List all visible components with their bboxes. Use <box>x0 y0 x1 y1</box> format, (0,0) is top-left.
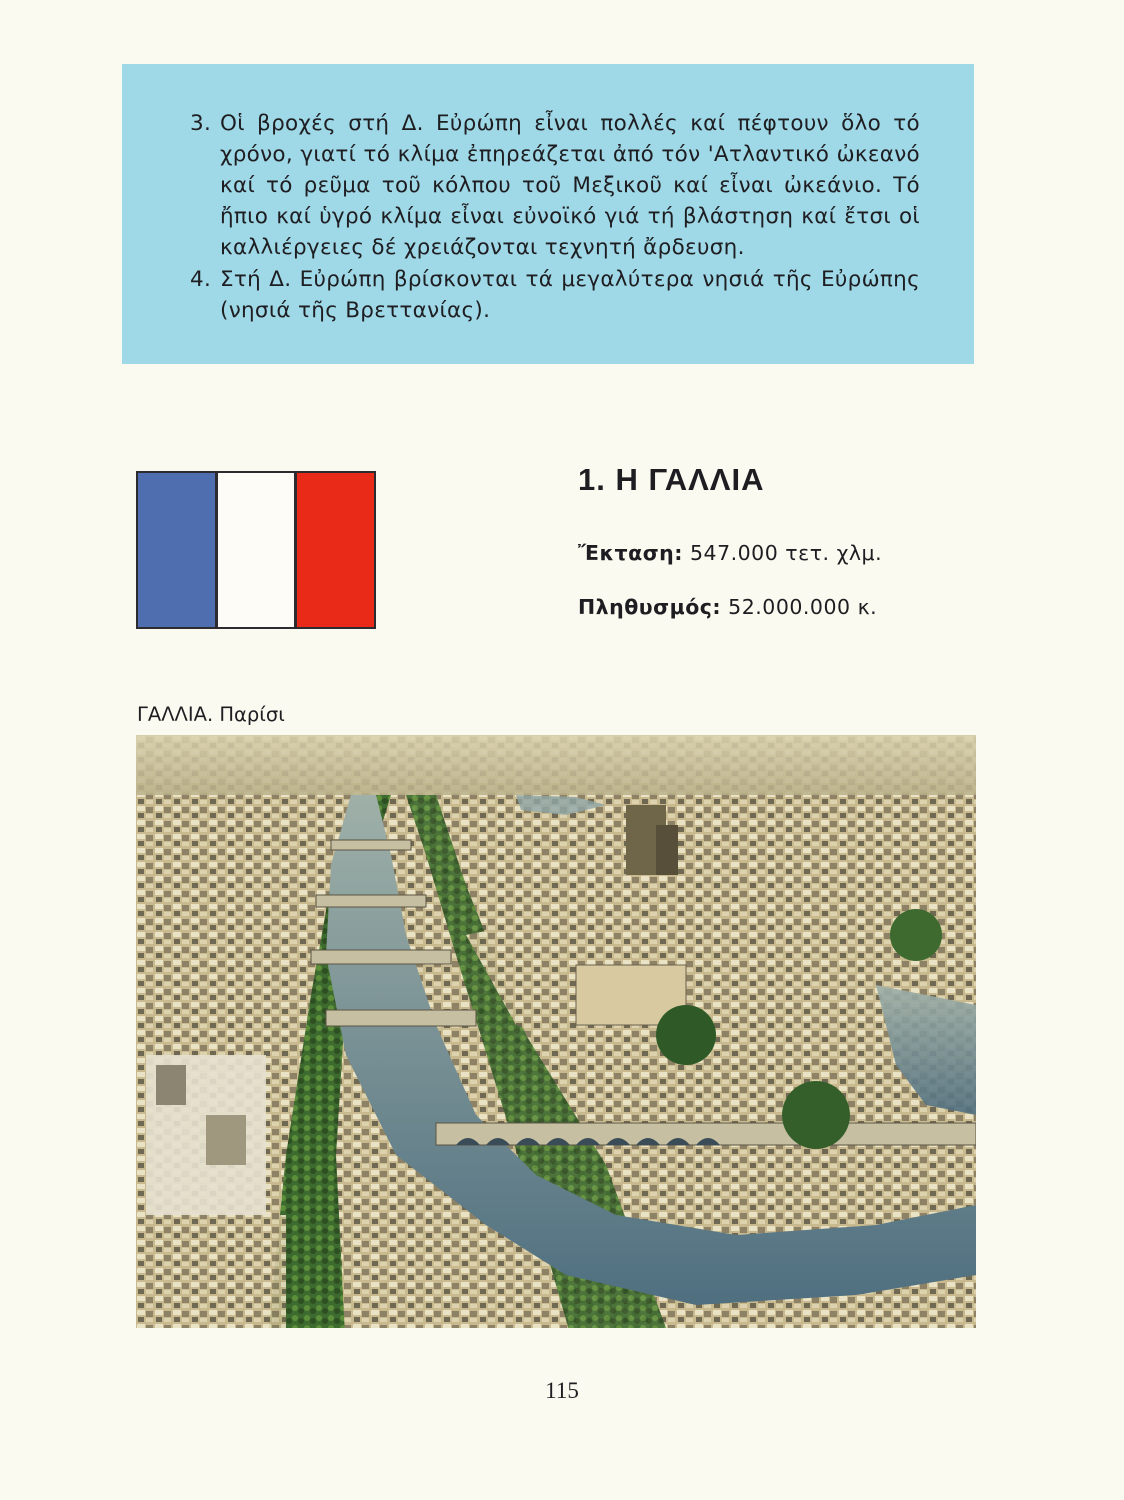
flag-stripe-blue <box>138 473 218 627</box>
paris-aerial-photo <box>136 735 976 1328</box>
photo-caption: ΓΑΛΛΙΑ. Παρίσι <box>137 703 285 726</box>
area-label: Ἔκταση: <box>578 541 683 565</box>
area-fact <box>578 541 882 565</box>
list-item <box>190 264 920 326</box>
population-value: 52.000.000 κ. <box>728 595 878 619</box>
item-text: Οἱ βροχές στή Δ. Εὐρώπη εἶναι πολλές καί πέφτουν ὅλο τό χρόνο, γιατί τό κλίμα ἐπηρεάζεται ἀπό τόν 'Ατλαντικό ὠκεανό καί τό ρεῦμα τοῦ κόλπου τοῦ Μεξικοῦ καί εἶναι ὠκεάνιο. Τό ἤπιο καί ὑγρό κλίμα εἶναι εὐνοϊκό γιά τή βλάστηση καί ἔτσι οἱ καλλιέργειες δέ χρειάζονται τεχνητή ἄρδευση. <box>220 111 920 260</box>
item-text: Στή Δ. Εὐρώπη βρίσκονται τά μεγαλύτερα νησιά τῆς Εὐρώπης (νησιά τῆς Βρεττανίας). <box>220 267 920 323</box>
area-value: 547.000 τετ. χλμ. <box>690 541 883 565</box>
page-number: 115 <box>545 1378 579 1403</box>
flag-stripe-red <box>297 473 374 627</box>
item-number: 3. <box>190 111 212 136</box>
population-fact <box>578 595 877 619</box>
france-flag <box>136 471 376 629</box>
item-number: 4. <box>190 267 212 292</box>
list-item <box>190 108 920 263</box>
section-title: 1. Η ΓΑΛΛΙΑ <box>578 462 765 497</box>
flag-stripe-white <box>218 473 298 627</box>
paris-aerial-illustration <box>136 735 976 1328</box>
population-label: Πληθυσμός: <box>578 595 722 619</box>
